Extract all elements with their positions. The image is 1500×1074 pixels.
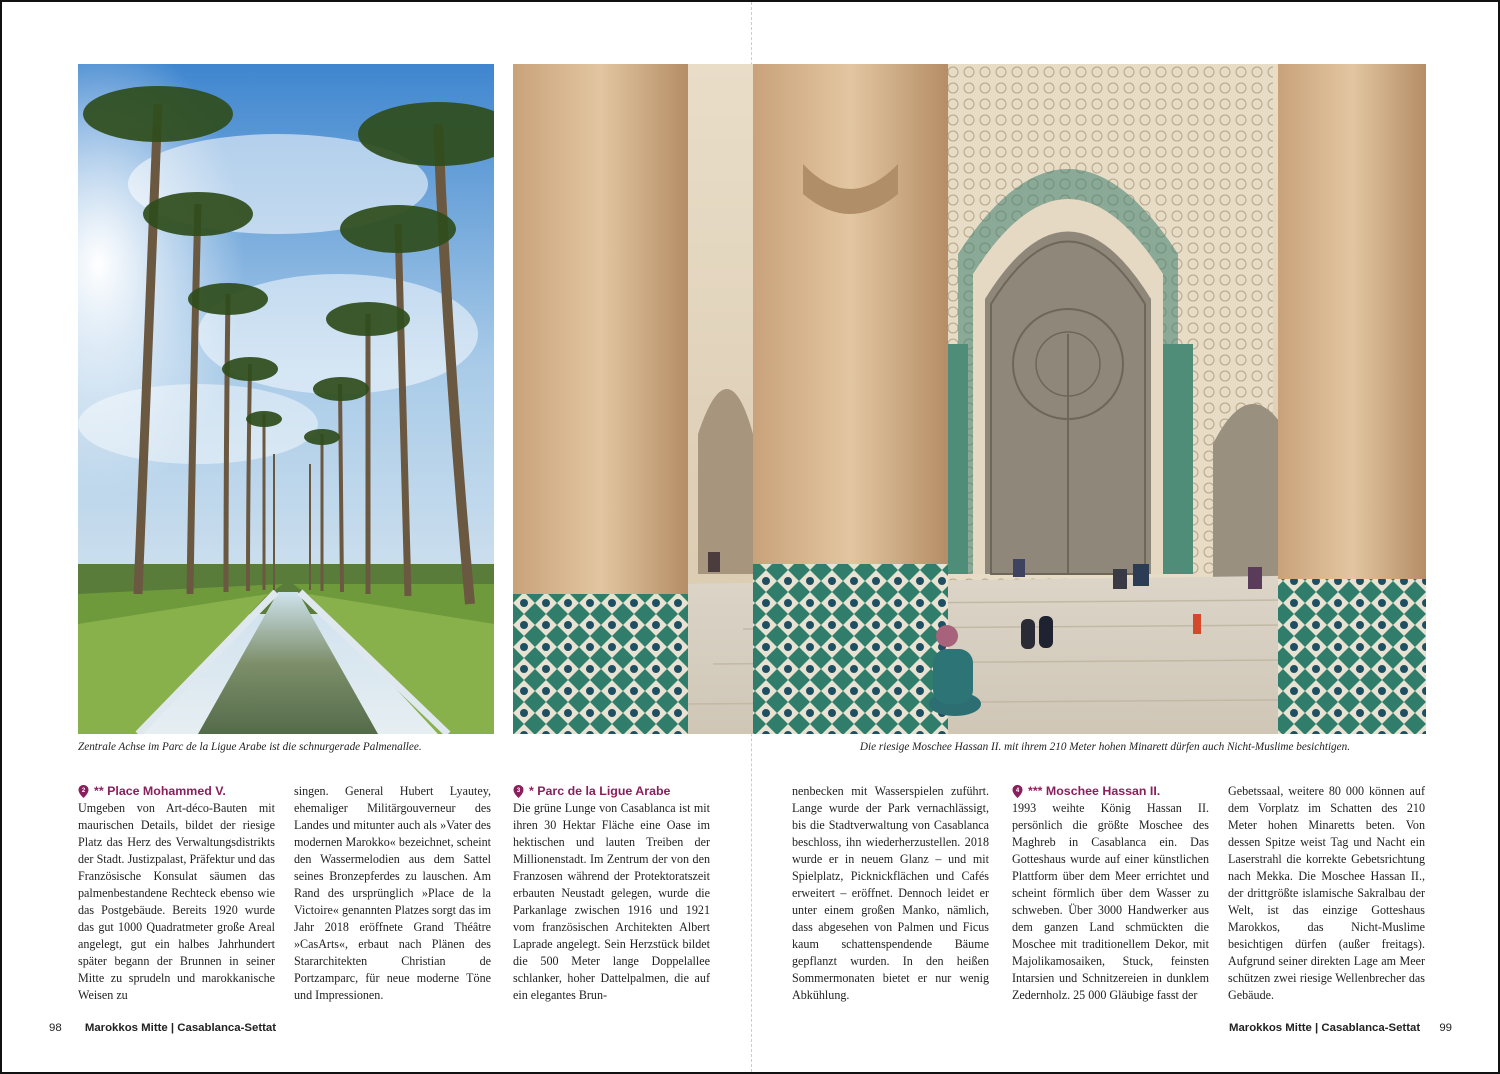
page-number: 98 xyxy=(49,1022,62,1034)
text-column-4 xyxy=(792,783,989,1004)
text-column-1 xyxy=(78,783,275,1004)
running-title: Marokkos Mitte | Casablanca-Settat xyxy=(1228,1022,1421,1034)
page-number: 99 xyxy=(1439,1022,1452,1034)
body-text: nenbecken mit Wasserspielen zuführt. Lange wurde der Park vernachlässigt, bis die Stadtverwaltung von Casablanca beschloss, ihn wiederherzustellen. 2018 wurde er in neuem Glanz – und mit Spielplatz, Picknickflächen und Cafés erweitert – eröffnet. Dennoch leidet er unter einem großen Manko, nämlich, dass abgesehen von Palmen und Ficus kaum schattenspendende Bäume gepflanzt wurden. In den heißen Sommermonaten bietet er nur wenig Abkühlung. xyxy=(792,784,989,1002)
map-pin-icon xyxy=(513,785,524,798)
text-column-3 xyxy=(513,783,710,1004)
body-text: Umgeben von Art-déco-Bauten mit maurischen Details, bildet der riesige Platz das Herz des Verwaltungsdistrikts der Stadt. Justizpalast, Präfektur und das Französische Konsulat säumen das palmenbestandene Rechteck ebenso wie das Postgebäude. Bereits 1920 wurde das gut 1000 Quadratmeter große Areal angelegt, gut ein halbes Jahrhundert später begann der Brunnen in seiner Mitte zu sprudeln und marokkanische Weisen zu xyxy=(78,801,275,1002)
text-column-2 xyxy=(294,783,491,1004)
page-footer-left xyxy=(49,1022,276,1034)
running-title: Marokkos Mitte | Casablanca-Settat xyxy=(84,1022,277,1034)
hassan-ii-mosque-photo xyxy=(513,64,1426,734)
section-stars: * xyxy=(529,784,534,798)
body-text: Gebetssaal, weitere 80 000 können auf dem Vorplatz im Schatten des 210 Meter hohen Minaretts beten. Von dessen Spitze weist Tag und Nacht ein Laserstrahl die korrekte Gebetsrichtung nach Mekka. Die Moschee Hassan II., der drittgrößte islamische Sakralbau der Welt, ist das einzige Gotteshaus Marokkos, das Nicht-Muslime besichtigen dürfen (außer freitags). Aufgrund seiner direkten Lage am Meer schützen zwei riesige Wellenbrecher das Gebäude. xyxy=(1228,784,1425,1002)
svg-text:2: 2 xyxy=(81,788,86,795)
svg-text:3: 3 xyxy=(516,788,521,795)
section-heading-parc-ligue-arabe xyxy=(513,783,710,800)
section-title: Place Mohammed V. xyxy=(107,784,226,798)
photo-caption-right: Die riesige Moschee Hassan II. mit ihrem 210 Meter hohen Minarett dürfen auch Nicht-Muslime besichtigen. xyxy=(859,741,1350,753)
map-pin-icon xyxy=(78,785,89,798)
section-heading-place-mohammed-v xyxy=(78,783,275,800)
text-column-5 xyxy=(1012,783,1209,1004)
svg-text:4: 4 xyxy=(1015,788,1020,795)
section-title: Parc de la Ligue Arabe xyxy=(537,784,671,798)
section-stars: ** xyxy=(94,784,104,798)
photo-caption-left: Zentrale Achse im Parc de la Ligue Arabe ist die schnurgerade Palmenallee. xyxy=(78,741,422,753)
section-stars: *** xyxy=(1028,784,1043,798)
palm-avenue-photo xyxy=(78,64,494,734)
body-text: 1993 weihte König Hassan II. persönlich die größte Moschee des Maghreb in Casablanca ein. Das Gotteshaus wurde auf einer künstlichen Plattform über dem Meer errichtet und scheint förmlich über dem Wasser zu schweben. Über 3000 Handwerker aus dem ganzen Land schmückten die Moschee mit traditionellem Dekor, mit Majolikamosaiken, Stuck, feinsten Intarsien und Schnitzereien in dunklem Zedernholz. 25 000 Gläubige fasst der xyxy=(1012,801,1209,1002)
body-text: Die grüne Lunge von Casablanca ist mit ihren 30 Hektar Fläche eine Oase im hektischen und lauten Treiben der Millionenstadt. Im Zentrum der von den Franzosen während der Protektoratszeit erbauten Neustadt gelegen, wurde die Parkanlage zwischen 1916 und 1921 vom französischen Architekten Albert Laprade angelegt. Sein Herzstück bildet die 500 Meter lange Doppelallee schlanker, hoher Dattelpalmen, die auf ein elegantes Brun- xyxy=(513,801,710,1002)
map-pin-icon xyxy=(1012,785,1023,798)
section-heading-moschee-hassan-ii xyxy=(1012,783,1209,800)
page-footer-right xyxy=(1229,1022,1452,1034)
section-title: Moschee Hassan II. xyxy=(1045,784,1161,798)
body-text: singen. General Hubert Lyautey, ehemaliger Militärgouverneur des Landes und mitunter auch als »Vater des modernen Marokko« bezeichnet, scheint den Wassermelodien aus dem Sattel seines Bronzepferdes zu lauschen. Am Rand des ursprünglich »Place de la Victoire« genannten Platzes sorgt das im Jahr 2018 eröffnete Grand Théâtre »CasArts«, erbaut nach Plänen des Stararchitekten Christian de Portzamparc, für neue moderne Töne und Impressionen. xyxy=(294,784,491,1002)
text-column-6 xyxy=(1228,783,1425,1004)
